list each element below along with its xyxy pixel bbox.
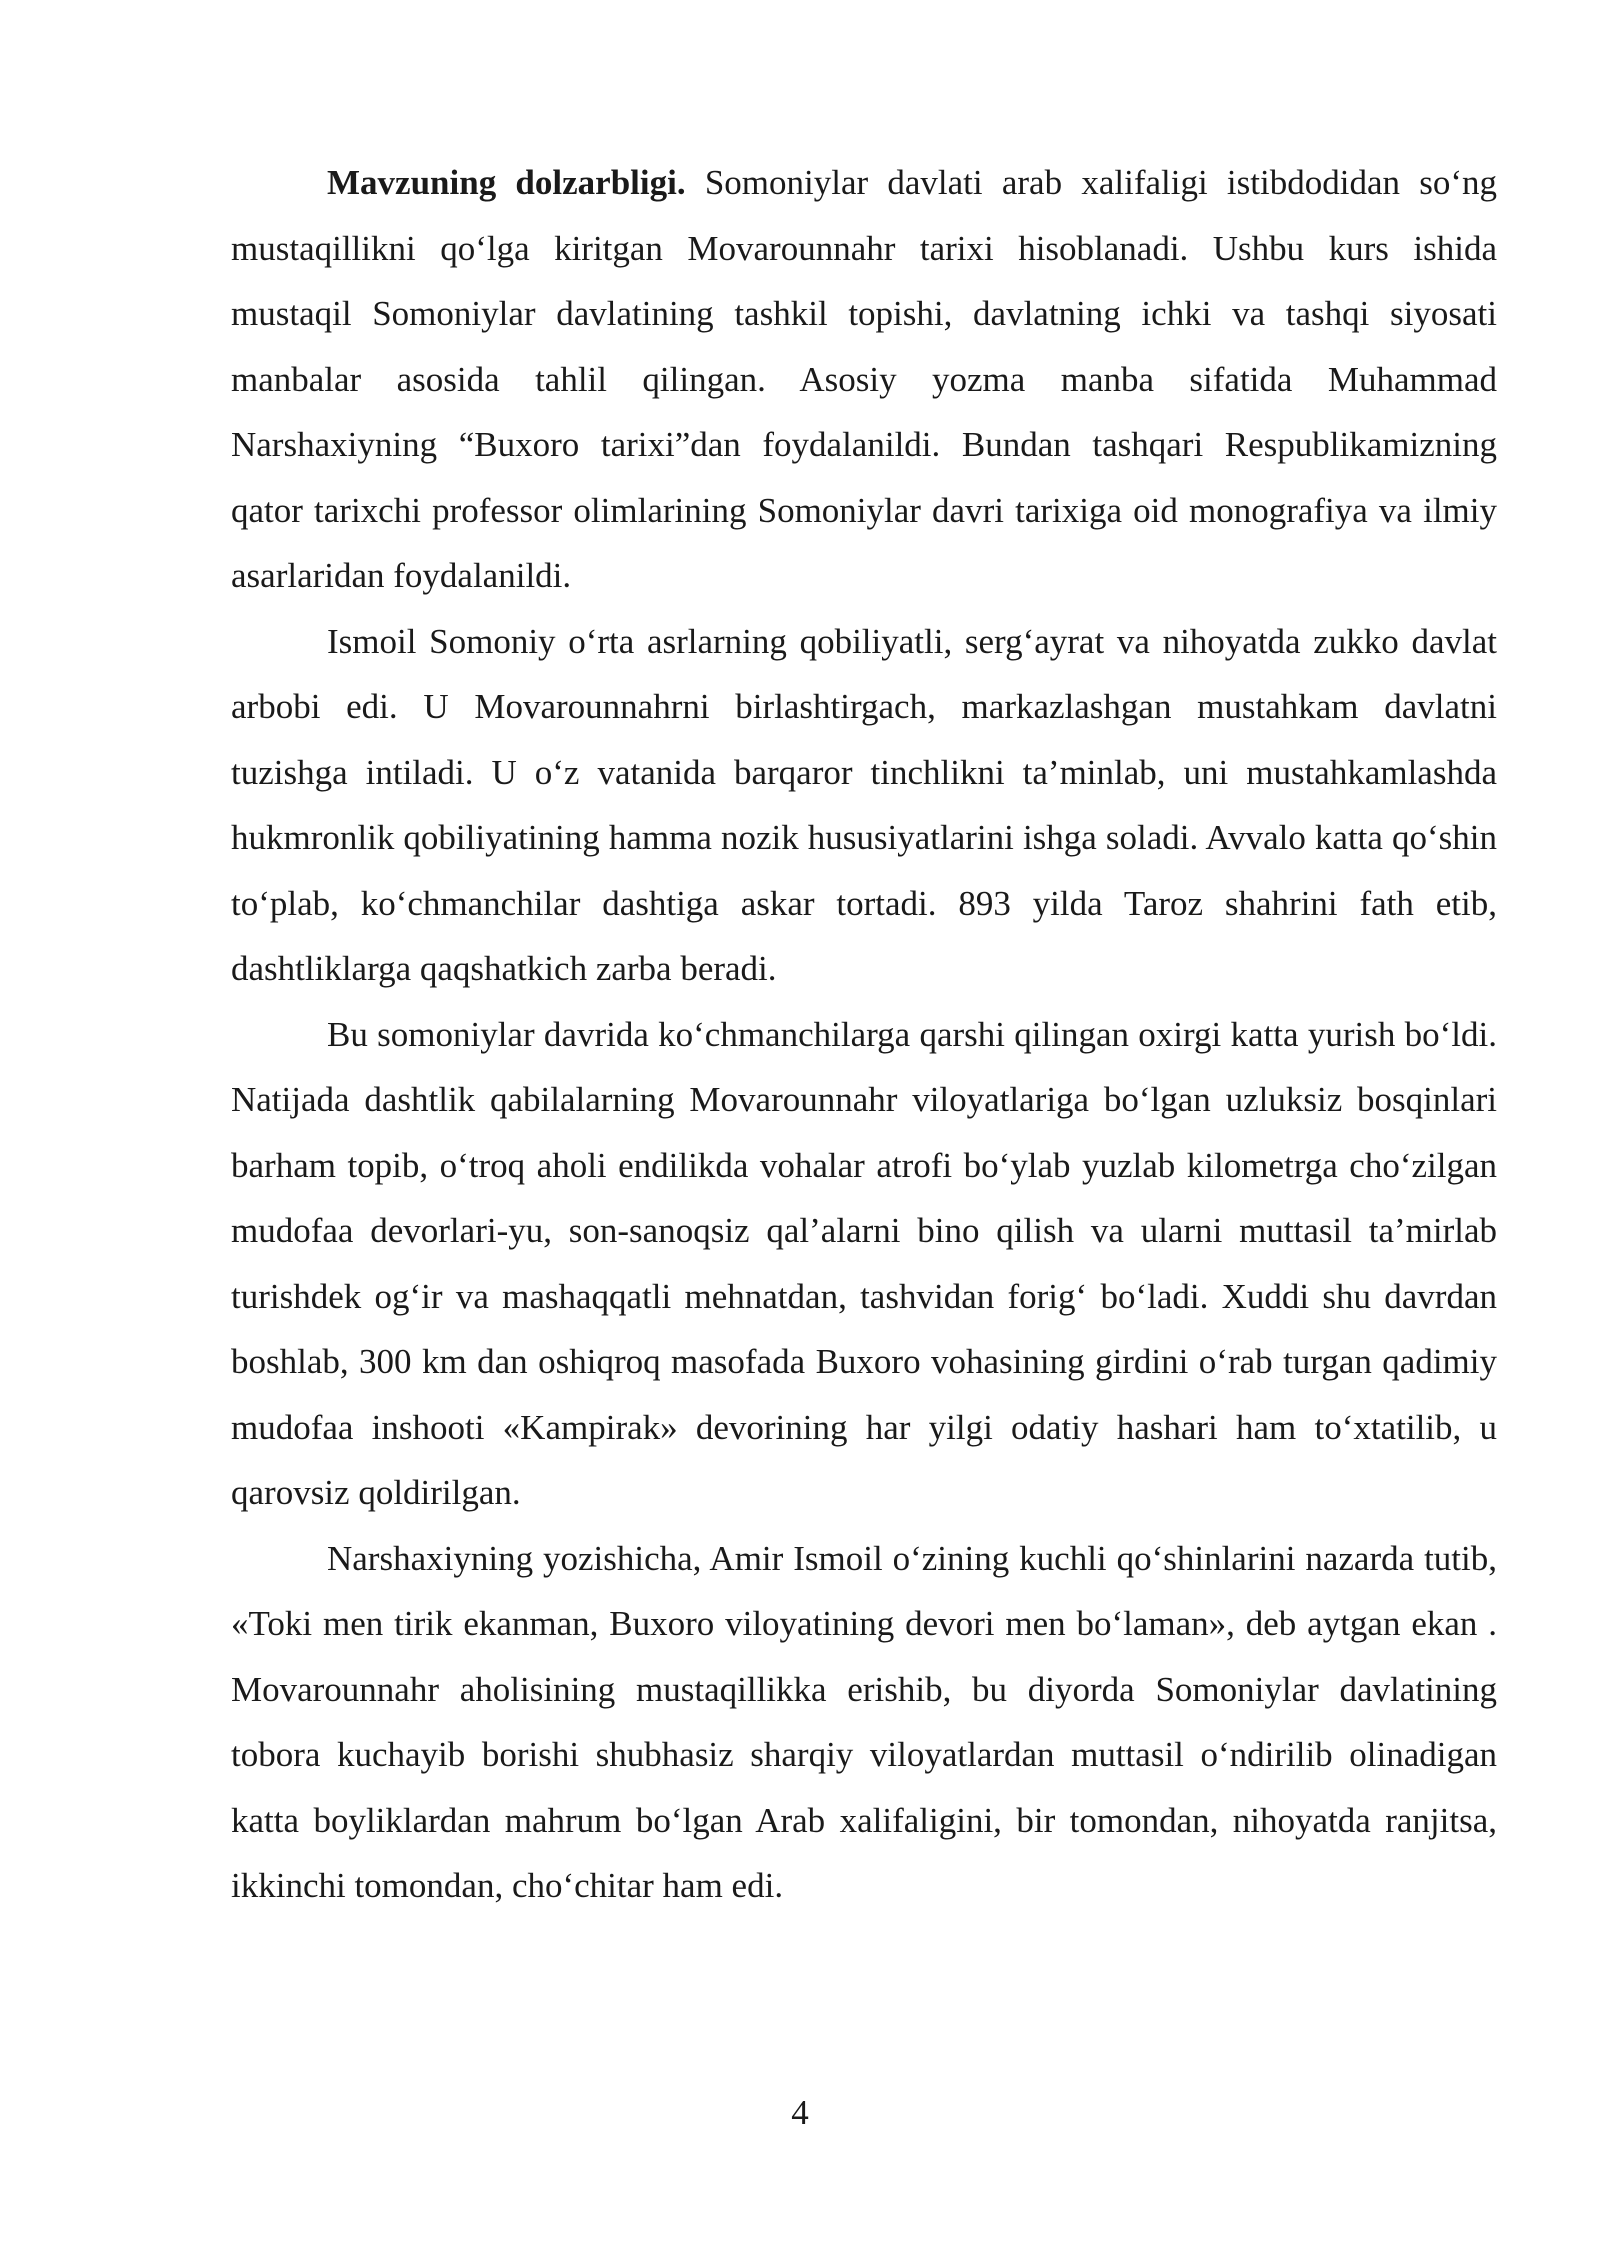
- paragraph-campaign: Bu somoniylar davrida ko‘chmanchilarga qarshi qilingan oxirgi katta yurish bo‘ldi. Natijada dashtlik qabilalarning Movarounnahr viloyatlariga bo‘lgan uzluksiz bosqinlari barham topib, o‘troq aholi endilikda vohalar atrofi bo‘ylab yuzlab kilometrga cho‘zilgan mudofaa devorlari-yu, son-sanoqsiz qal’alarni bino qilish va ularni muttasil ta’mirlab turishdek og‘ir va mashaqqatli mehnatdan, tashvidan forig‘ bo‘ladi. Xuddi shu davrdan boshlab, 300 km dan oshiqroq masofada Buxoro vohasining girdini o‘rab turgan qadimiy mudofaa inshooti «Kampirak» devorining har yilgi odatiy hashari ham to‘xtatilib, u qarovsiz qoldirilgan.: [231, 1014, 1497, 1512]
- paragraph-ismoil-somoniy: Ismoil Somoniy o‘rta asrlarning qobiliyatli, serg‘ayrat va nihoyatda zukko davlat arbobi edi. U Movarounnahrni birlashtirgach, markazlashgan mustahkam davlatni tuzishga intiladi. U o‘z vatanida barqaror tinchlikni ta’minlab, uni mustahkamlashda hukmronlik qobiliyatining hamma nozik hususiyatlarini ishga soladi. Avvalo katta qo‘shin to‘plab, ko‘chmanchilar dashtiga askar tortadi. 893 yilda Taroz shahrini fath etib, dashtliklarga qaqshatkich zarba beradi.: [231, 621, 1497, 988]
- page-number: 4: [791, 2093, 809, 2132]
- document-body: [231, 150, 1497, 1919]
- paragraph-relevance: [231, 150, 1497, 609]
- paragraph-text: Somoniylar davlati arab xalifaligi istibdodidan so‘ng mustaqillikni qo‘lga kiritgan Movarounnahr tarixi hisoblanadi. Ushbu kurs ishida mustaqil Somoniylar davlatining tashkil topishi, davlatning ichki va tashqi siyosati manbalar asosida tahlil qilingan. Asosiy yozma manba sifatida Muhammad Narshaxiyning “Buxoro tarixi”dan foydalanildi. Bundan tashqari Respublikamizning qator tarixchi professor olimlarining Somoniylar davri tarixiga oid monografiya va ilmiy asarlaridan foydalanildi.: [231, 163, 1497, 595]
- paragraph-narshaxiy: Narshaxiyning yozishicha, Amir Ismoil o‘zining kuchli qo‘shinlarini nazarda tutib, «Toki men tirik ekanman, Buxoro viloyatining devori men bo‘laman», deb aytgan ekan . Movarounnahr aholisining mustaqillikka erishib, bu diyorda Somoniylar davlatining tobora kuchayib borishi shubhasiz sharqiy viloyatlardan muttasil o‘ndirilib olinadigan katta boyliklardan mahrum bo‘lgan Arab xalifaligini, bir tomondan, nihoyatda ranjitsa, ikkinchi tomondan, cho‘chitar ham edi.: [231, 1538, 1497, 1905]
- paragraph-lead-heading: Mavzuning dolzarbligi.: [327, 163, 686, 202]
